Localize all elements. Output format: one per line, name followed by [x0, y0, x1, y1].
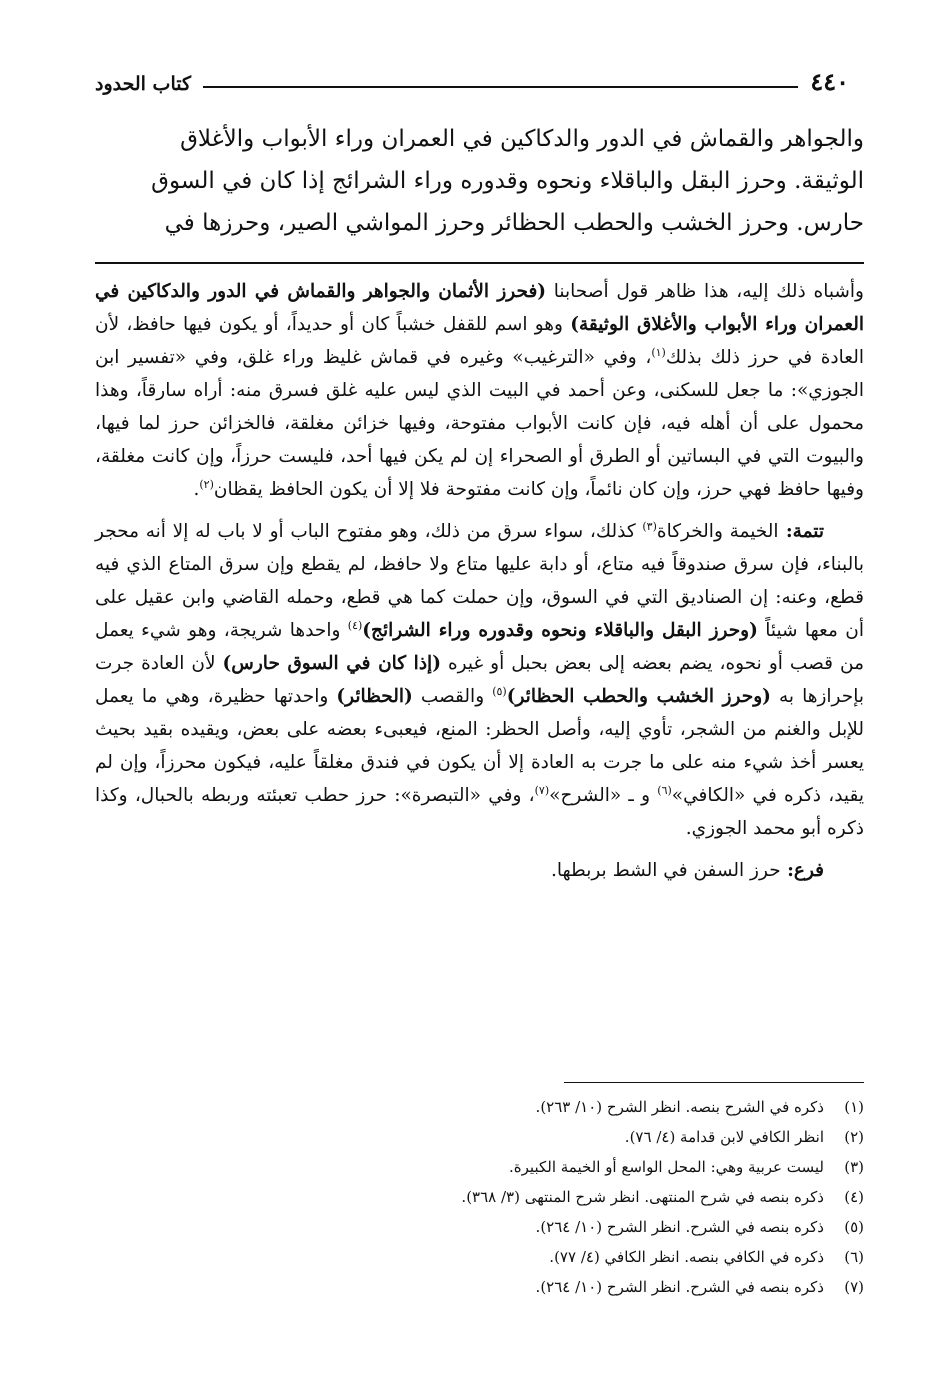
- commentary-text: الخيمة والخركاة: [656, 521, 779, 542]
- commentary-text: واحدها شريجة، وهو شيء يعمل من قصب أو نحوه، يضم بعضه إلى بعض بحبل أو غيره: [95, 620, 864, 674]
- quoted-matn: (الحظائر): [336, 686, 413, 707]
- commentary-text: لأن العادة جرت بإحرازها به: [95, 653, 864, 707]
- footnote-number: (٤): [844, 1188, 864, 1206]
- footnote-ref[interactable]: (٧): [534, 783, 550, 797]
- footnote: [300, 1272, 864, 1302]
- footnote: [300, 1182, 864, 1212]
- footnote-ref[interactable]: (٦): [657, 783, 672, 797]
- page-number: ٤٤٠: [810, 67, 849, 96]
- footnote: [300, 1152, 864, 1182]
- footnote-text: انظر الكافي لابن قدامة (٤/ ٧٦).: [624, 1128, 824, 1146]
- commentary-text: ، وفي «التبصرة»: حرز حطب تعبئته وربطه بالحبال، وكذا ذكره أبو محمد الجوزي.: [95, 785, 864, 839]
- footnote-separator: [564, 1082, 864, 1083]
- quoted-matn: (إذا كان في السوق حارس): [222, 653, 441, 674]
- book-title: كتاب الحدود: [95, 73, 192, 95]
- footnote-ref[interactable]: (٣): [642, 519, 657, 533]
- footnote-ref[interactable]: (١): [651, 345, 666, 359]
- running-header: [95, 58, 849, 94]
- footnote-number: (٧): [844, 1278, 864, 1296]
- footnote-text: ذكره في الشرح بنصه. انظر الشرح (١٠/ ٢٦٣).: [535, 1098, 824, 1116]
- main-text-line: والجواهر والقماش في الدور والدكاكين في العمران وراء الأبواب والأغلاق: [180, 126, 864, 152]
- commentary-paragraph: [95, 275, 864, 506]
- section-label: تتمة:: [778, 521, 824, 542]
- footnote: [300, 1092, 864, 1122]
- commentary-text: ، وفي «الترغيب» وغيره في قماش غليظ وراء غلق، وفي «تفسير ابن الجوزي»: ما جعل للسكنى، وعن أحمد في البيت الذي ليس عليه غلق فسرق منه: أراه سارقاً، وهذا محمول على أن أهله فيه، فإن كانت الأبواب مفتوحة، وفيها خزائن مغلقة، فالخزائن حرز لما فيها، والبيوت التي في البساتين أو الطرق أو الصحراء إن لم يكن فيها أحد، فليست حرزاً، وإن كانت مغلقة، وفيها حافظ فهي حرز، وإن كان نائماً، وإن كانت مفتوحة فلا إلا أن يكون الحافظ يقظان: [95, 347, 864, 500]
- commentary-text: .: [193, 479, 200, 500]
- commentary-text: واحدتها حظيرة، وهي ما يعمل للإبل والغنم من الشجر، تأوي إليه، وأصل الحظر: المنع، فيعبىء بعضه على بعض، ويقيده بقيد بحيث يعسر أخذ شيء منه على ما جرت به العادة إلا أن يكون في فندق مغلقاً عليه، فيكون محرزاً، وإن لم يقيد، ذكره في «الكافي»: [95, 686, 865, 806]
- footnote: [300, 1242, 864, 1272]
- commentary-text: و ـ «الشرح»: [549, 785, 658, 806]
- footnote: [300, 1122, 864, 1152]
- footnote-text: ذكره بنصه في الشرح. انظر الشرح (١٠/ ٢٦٤).: [535, 1218, 824, 1236]
- footnote-text: ذكره بنصه في شرح المنتهى. انظر شرح المنتهى (٣/ ٣٦٨).: [461, 1188, 824, 1206]
- footnote-number: (١): [844, 1098, 864, 1116]
- footnote-number: (٣): [844, 1158, 864, 1176]
- commentary-text: وهو اسم للقفل خشباً كان أو حديداً، أو يكون فيها حافظ، لأن العادة في حرز ذلك بذلك: [95, 314, 864, 368]
- footnote-text: ذكره بنصه في الشرح. انظر الشرح (١٠/ ٢٦٤).: [535, 1278, 824, 1296]
- quoted-matn: (وحرز البقل والباقلاء ونحوه وقدوره وراء الشرائج): [362, 620, 758, 641]
- quoted-matn: (فحرز الأثمان والجواهر والقماش في الدور والدكاكين في العمران وراء الأبواب والأغلاق الوثيقة): [95, 281, 864, 335]
- header-rule: [203, 86, 798, 88]
- section-label: فرع:: [780, 860, 824, 881]
- commentary-paragraph: [95, 515, 864, 845]
- commentary-text: كذلك، سواء سرق من ذلك، وهو مفتوح الباب أو لا باب له إلا أنه محجر بالبناء، فإن سرق صندوقاً فيه متاع، أو دابة عليها متاع ولا حافظ، لم يقطع وإن سرق المتاع الذي فيه قطع، وعنه: إن الصناديق التي في السوق، وإن حملت كما هي قطع، وحمله القاضي وابن عقيل على أن معها شيئاً: [95, 521, 864, 641]
- footnote-number: (٥): [844, 1218, 864, 1236]
- footnote-ref[interactable]: (٢): [199, 477, 214, 491]
- main-text-line: الوثيقة. وحرز البقل والباقلاء ونحوه وقدوره وراء الشرائج إذا كان في السوق: [151, 168, 864, 194]
- commentary-paragraph: [95, 854, 864, 887]
- footnote-ref[interactable]: (٤): [347, 618, 363, 632]
- footnote: [300, 1212, 864, 1242]
- quoted-matn: (وحرز الخشب والحطب الحظائر): [506, 686, 771, 707]
- main-text-line: حارس. وحرز الخشب والحطب الحظائر وحرز المواشي الصير، وحرزها في: [164, 210, 864, 236]
- footnote-text: ذكره في الكافي بنصه. انظر الكافي (٤/ ٧٧).: [549, 1248, 824, 1266]
- main-text: [95, 118, 864, 244]
- commentary-text: والقصب: [412, 686, 493, 707]
- footnotes: [300, 1092, 864, 1302]
- footnote-ref[interactable]: (٥): [492, 684, 507, 698]
- footnote-number: (٦): [844, 1248, 864, 1266]
- commentary-text: وأشباه ذلك إليه، هذا ظاهر قول أصحابنا: [546, 281, 864, 302]
- footnote-number: (٢): [844, 1128, 864, 1146]
- commentary-text: حرز السفن في الشط بربطها.: [550, 860, 781, 881]
- commentary: [95, 275, 864, 896]
- footnote-text: ليست عربية وهي: المحل الواسع أو الخيمة الكبيرة.: [509, 1158, 824, 1176]
- main-text-separator: [95, 262, 864, 264]
